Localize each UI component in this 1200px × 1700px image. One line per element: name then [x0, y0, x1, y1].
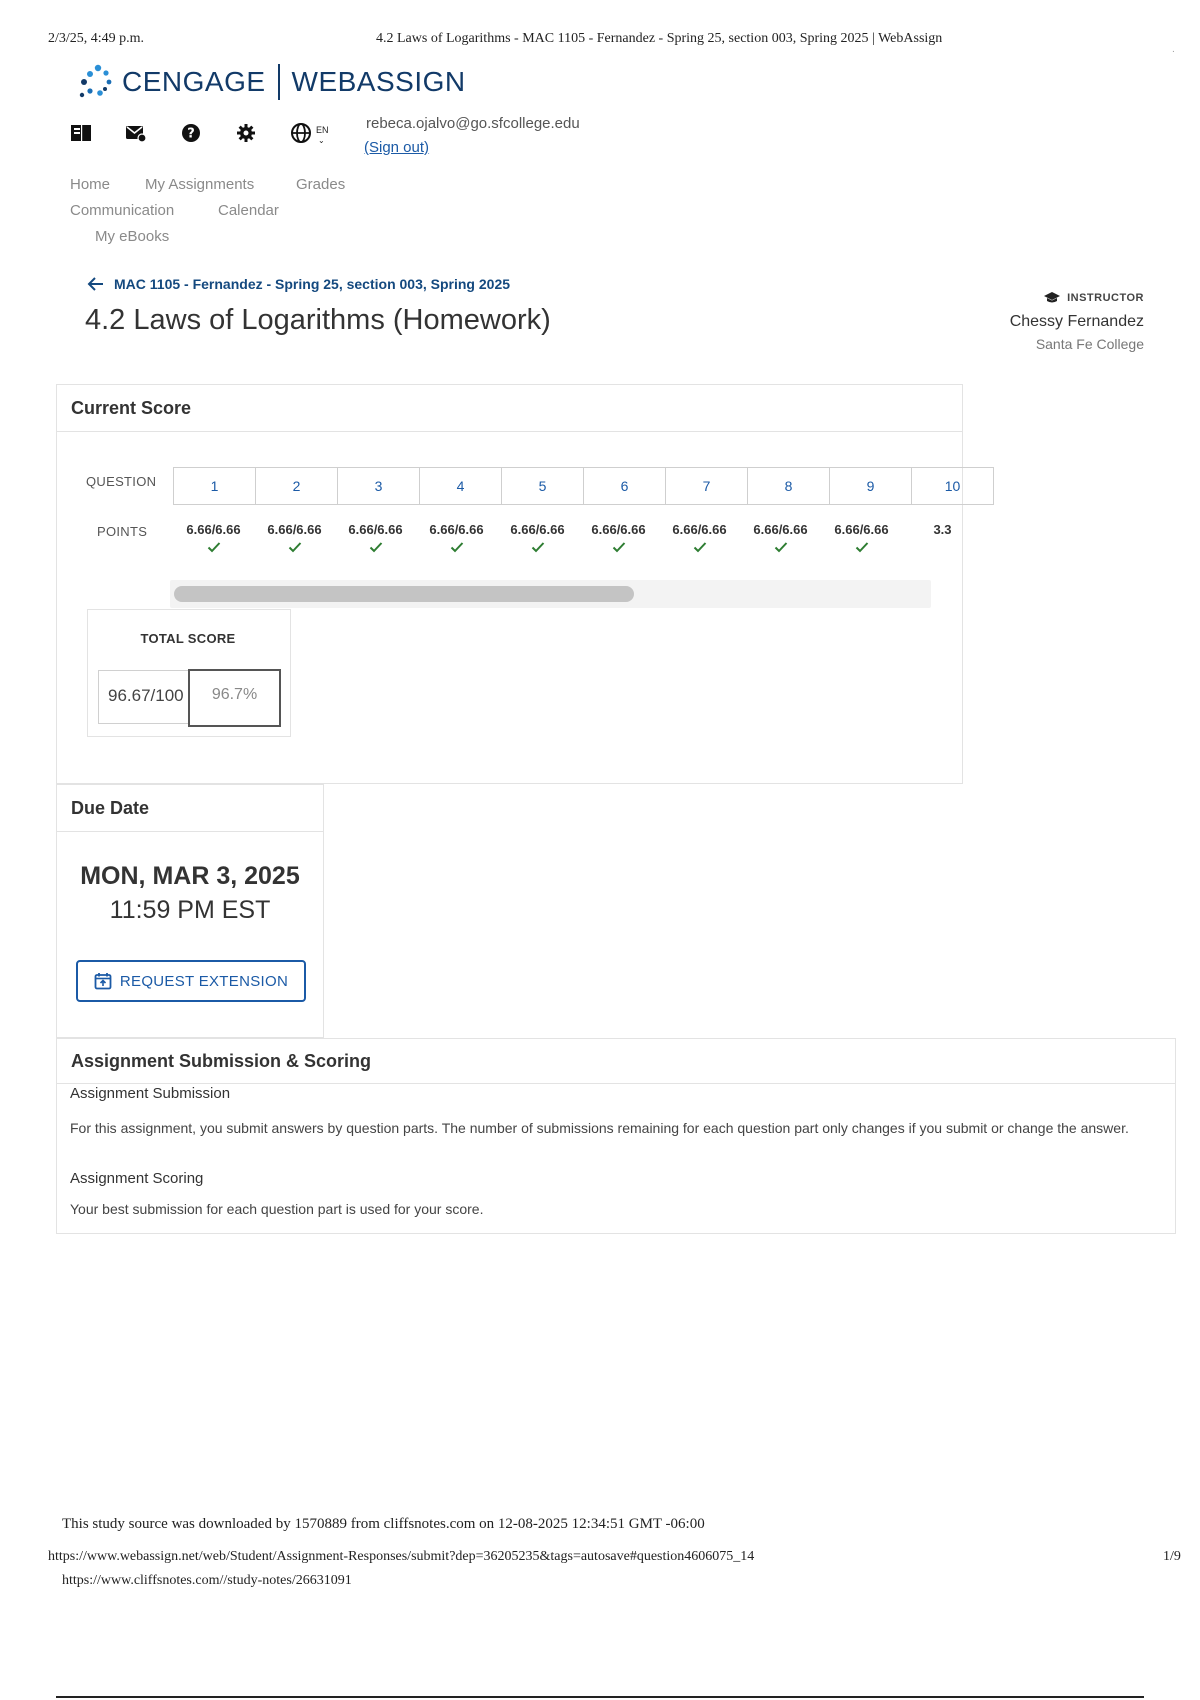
- check-icon: [578, 540, 659, 554]
- points-strip: [173, 522, 952, 566]
- submission-title: Assignment Submission: [70, 1085, 231, 1102]
- instructor-name: Chessy Fernandez: [1009, 313, 1144, 330]
- footer-url-cliffsnotes: https://www.cliffsnotes.com//study-notes/26631091: [62, 1573, 352, 1588]
- footer-page-number: 1/9: [1163, 1549, 1181, 1564]
- gear-icon[interactable]: [235, 122, 257, 144]
- nav-my-assignments[interactable]: My Assignments: [145, 176, 255, 193]
- total-score-percent: 96.7%: [211, 686, 258, 703]
- question-7-cell[interactable]: 7: [665, 467, 748, 505]
- nav-calendar[interactable]: Calendar: [218, 202, 279, 219]
- points-cell: [821, 522, 902, 554]
- question-strip: [173, 467, 961, 507]
- total-score-fraction: 96.67/100: [108, 686, 184, 705]
- mail-icon[interactable]: [125, 122, 147, 144]
- check-icon: [416, 540, 497, 554]
- current-score-heading: Current Score: [57, 385, 962, 432]
- total-score-label: TOTAL SCORE: [140, 631, 236, 646]
- question-8-cell[interactable]: 8: [747, 467, 830, 505]
- arrow-left-icon: [88, 277, 104, 291]
- nav-home[interactable]: Home: [70, 176, 111, 193]
- question-6-cell[interactable]: 6: [583, 467, 666, 505]
- question-9-cell[interactable]: 9: [829, 467, 912, 505]
- points-cell: [578, 522, 659, 554]
- question-3-cell[interactable]: 3: [337, 467, 420, 505]
- points-cell: [497, 522, 578, 554]
- points-value: 3.3: [933, 522, 952, 537]
- instructor-school: Santa Fe College: [1035, 336, 1144, 352]
- logo-divider: [278, 64, 280, 100]
- points-cell: [173, 522, 254, 554]
- question-1-cell[interactable]: 1: [173, 467, 256, 505]
- check-icon: [335, 540, 416, 554]
- breadcrumb-course-link[interactable]: MAC 1105 - Fernandez - Spring 25, section 003, Spring 2025: [114, 276, 511, 292]
- check-icon: [497, 540, 578, 554]
- points-cell: [659, 522, 740, 554]
- language-code[interactable]: EN: [316, 125, 329, 135]
- points-row-label: POINTS: [97, 524, 148, 539]
- request-extension-label: REQUEST EXTENSION: [119, 972, 289, 990]
- scoring-text: Your best submission for each question part is used for your score.: [70, 1201, 484, 1217]
- points-value: 6.66/6.66: [186, 522, 241, 537]
- points-value: 6.66/6.66: [348, 522, 403, 537]
- points-value: 6.66/6.66: [510, 522, 565, 537]
- points-value: 6.66/6.66: [834, 522, 889, 537]
- study-source-note: This study source was downloaded by 1570889 from cliffsnotes.com on 12-08-2025 12:34:51 GMT -06:00: [62, 1516, 705, 1532]
- check-icon: [659, 540, 740, 554]
- check-icon: [902, 540, 983, 554]
- page-title: 4.2 Laws of Logarithms (Homework): [85, 304, 551, 336]
- nav-communication[interactable]: Communication: [70, 202, 175, 219]
- check-icon: [740, 540, 821, 554]
- nav-my-ebooks[interactable]: My eBooks: [95, 228, 170, 245]
- points-cell: [254, 522, 335, 554]
- chevron-down-icon[interactable]: ⌄: [318, 136, 325, 145]
- points-value: 6.66/6.66: [672, 522, 727, 537]
- sign-out-link[interactable]: (Sign out): [364, 139, 430, 156]
- question-4-cell[interactable]: 4: [419, 467, 502, 505]
- check-icon: [821, 540, 902, 554]
- print-dot: .: [1172, 44, 1175, 55]
- calendar-plus-icon: [94, 972, 112, 990]
- due-time-value: 11:59 PM EST: [109, 896, 271, 924]
- breadcrumb[interactable]: [88, 276, 510, 292]
- book-icon[interactable]: [70, 122, 92, 144]
- due-date-heading: Due Date: [57, 785, 323, 832]
- footer-url: https://www.webassign.net/web/Student/Assignment-Responses/submit?dep=36205235&tags=autosave#question4606075_14: [48, 1549, 755, 1564]
- submission-text: For this assignment, you submit answers by question parts. The number of submissions remaining for each question part only changes if you submit or change the answer.: [70, 1120, 1129, 1136]
- logo-webassign: WEBASSIGN: [291, 66, 466, 97]
- globe-icon[interactable]: [290, 122, 312, 144]
- points-value: 6.66/6.66: [267, 522, 322, 537]
- points-cell: [416, 522, 497, 554]
- user-email: rebeca.ojalvo@go.sfcollege.edu: [366, 115, 580, 132]
- score-scrollbar-thumb[interactable]: [174, 586, 634, 602]
- points-value: 6.66/6.66: [429, 522, 484, 537]
- graduation-cap-icon: [1043, 291, 1061, 304]
- check-icon: [173, 540, 254, 554]
- cengage-logo-icon: [76, 62, 114, 102]
- points-value: 6.66/6.66: [591, 522, 646, 537]
- nav-grades[interactable]: Grades: [296, 176, 346, 193]
- check-icon: [254, 540, 335, 554]
- logo-cengage: CENGAGE: [122, 66, 266, 97]
- question-2-cell[interactable]: 2: [255, 467, 338, 505]
- request-extension-button[interactable]: [76, 960, 306, 1002]
- scoring-title: Assignment Scoring: [70, 1170, 204, 1187]
- print-title: 4.2 Laws of Logarithms - MAC 1105 - Fernandez - Spring 25, section 003, Spring 2025 | WebAssign: [376, 31, 943, 46]
- svg-text:?: ?: [187, 126, 195, 142]
- instructor-label: [1043, 291, 1144, 304]
- points-cell: [335, 522, 416, 554]
- cengage-webassign-logo[interactable]: [76, 62, 466, 102]
- submission-scoring-heading: Assignment Submission & Scoring: [57, 1039, 1175, 1084]
- icon-toolbar: [70, 122, 345, 144]
- print-date: 2/3/25, 4:49 p.m.: [48, 31, 145, 46]
- due-date-value: MON, MAR 3, 2025: [80, 862, 300, 890]
- question-5-cell[interactable]: 5: [501, 467, 584, 505]
- points-value: 6.66/6.66: [753, 522, 808, 537]
- question-row-label: QUESTION: [86, 474, 157, 489]
- question-10-cell[interactable]: 10: [911, 467, 994, 505]
- points-cell: [902, 522, 983, 554]
- instructor-label-text: INSTRUCTOR: [1067, 291, 1144, 304]
- points-cell: [740, 522, 821, 554]
- help-icon[interactable]: [180, 122, 202, 144]
- bottom-rule: [56, 1696, 1144, 1698]
